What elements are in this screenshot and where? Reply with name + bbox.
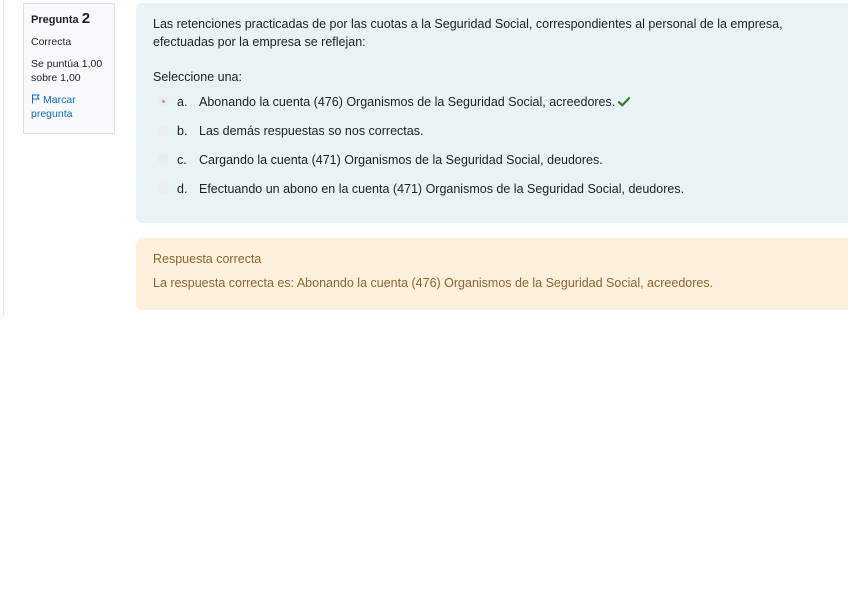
answer-radio-b[interactable] [158, 125, 169, 136]
answer-text-d: Efectuando un abono en la cuenta (471) Organismos de la Seguridad Social, deudores. [199, 181, 685, 196]
question-grade: Se puntúa 1,00 sobre 1,00 [31, 58, 103, 84]
feedback-outcome: Respuesta correcta [153, 252, 262, 266]
answer-radio-d[interactable] [158, 183, 169, 194]
answer-letter-a: a. [177, 94, 188, 109]
answer-letter-d: d. [177, 181, 188, 196]
flag-icon [31, 94, 41, 104]
answer-prompt: Seleccione una: [153, 70, 242, 84]
answer-radio-c[interactable] [158, 154, 169, 165]
question-label: Pregunta [31, 14, 79, 26]
answer-option-b[interactable] [153, 116, 831, 145]
answer-option-c[interactable] [153, 145, 831, 174]
answer-radio-a[interactable] [158, 96, 169, 107]
answer-text-c: Cargando la cuenta (471) Organismos de la Seguridad Social, deudores. [199, 152, 603, 167]
answer-letter-c: c. [177, 152, 187, 167]
question-number-heading [31, 11, 107, 28]
feedback-right-answer: La respuesta correcta es: Abonando la cuenta (476) Organismos de la Seguridad Social, acreedores. [153, 276, 714, 290]
question-info-panel [23, 3, 115, 134]
answer-option-a[interactable] [153, 87, 831, 116]
question-text: Las retenciones practicadas de por las cuotas a la Seguridad Social, correspondientes al personal de la empresa, efectuadas por la empresa se reflejan: [153, 17, 783, 49]
question-feedback [136, 238, 848, 310]
question-number: 2 [81, 10, 91, 27]
check-icon [618, 97, 630, 107]
flag-question-link[interactable] [31, 93, 107, 121]
question-formulation [136, 3, 848, 223]
question-state: Correcta [31, 36, 72, 48]
answer-option-d[interactable] [153, 174, 831, 203]
answer-letter-b: b. [177, 123, 188, 138]
answer-text-a: Abonando la cuenta (476) Organismos de la Seguridad Social, acreedores. [199, 94, 616, 109]
answer-list [153, 87, 831, 203]
answer-text-b: Las demás respuestas so nos correctas. [199, 123, 424, 138]
page-left-border [3, 0, 4, 316]
flag-label: Marcar pregunta [31, 94, 76, 120]
